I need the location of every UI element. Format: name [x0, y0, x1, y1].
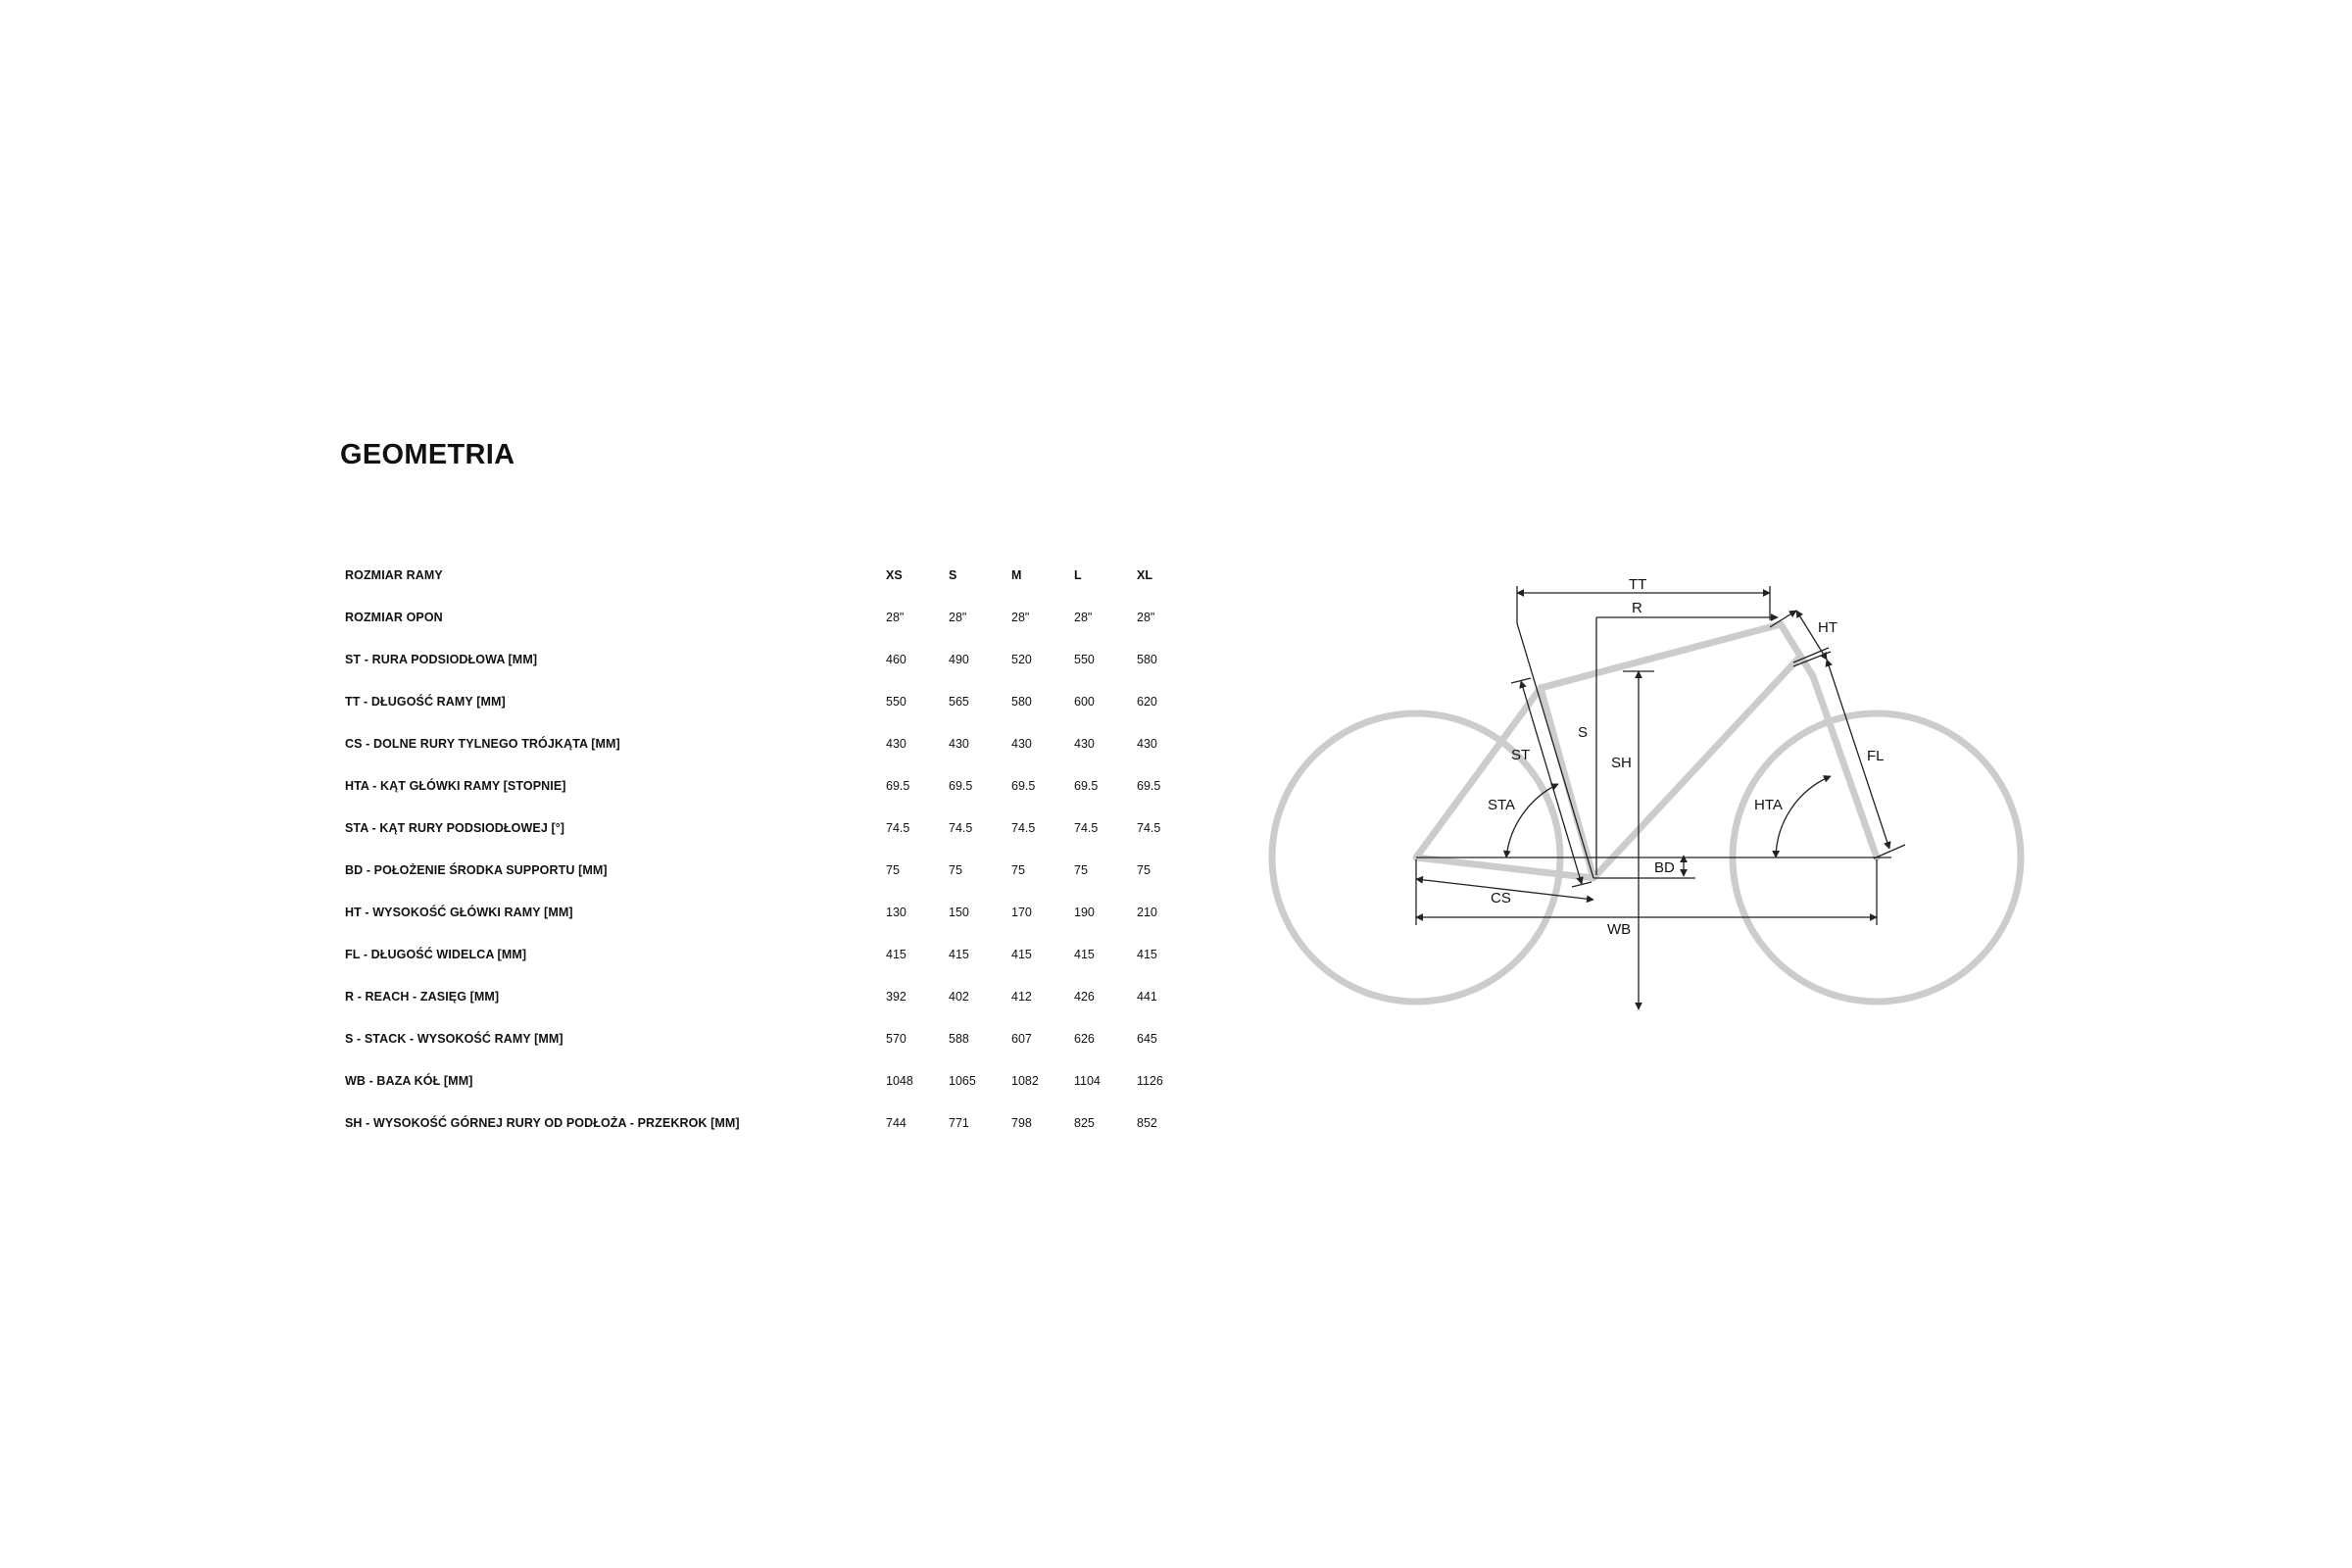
row-label-cell: HTA - KĄT GŁÓWKI RAMY [STOPNIE]	[345, 778, 566, 793]
table-row	[345, 638, 1200, 680]
row-label-cell: ROZMIAR OPON	[345, 610, 443, 624]
wb-label: WB	[1607, 921, 1632, 938]
value-cell: 402	[949, 989, 969, 1004]
header-label-cell: ROZMIAR RAMY	[345, 567, 443, 582]
table-row	[345, 975, 1200, 1017]
st-label: ST	[1511, 747, 1531, 763]
bike-frame	[1416, 624, 1877, 878]
value-cell: 580	[1137, 652, 1157, 666]
value-cell: 28"	[1011, 610, 1030, 624]
table-row	[345, 722, 1200, 764]
value-cell: 412	[1011, 989, 1032, 1004]
row-label-cell: HT - WYSOKOŚĆ GŁÓWKI RAMY [MM]	[345, 905, 573, 919]
value-cell: 441	[1137, 989, 1157, 1004]
value-cell: 74.5	[1011, 820, 1036, 835]
value-cell: 170	[1011, 905, 1032, 919]
table-row	[345, 1017, 1200, 1059]
value-cell: 69.5	[1011, 778, 1036, 793]
value-cell: 430	[949, 736, 969, 751]
size-header-cell: L	[1074, 567, 1082, 582]
value-cell: 210	[1137, 905, 1157, 919]
value-cell: 744	[886, 1115, 906, 1130]
row-label-cell: TT - DŁUGOŚĆ RAMY [MM]	[345, 694, 506, 709]
geometry-table-body	[345, 554, 1200, 1144]
value-cell: 430	[886, 736, 906, 751]
row-label-cell: SH - WYSOKOŚĆ GÓRNEJ RURY OD PODŁOŻA - PRZEKROK [MM]	[345, 1115, 740, 1130]
cs-label: CS	[1491, 890, 1511, 906]
value-cell: 580	[1011, 694, 1032, 709]
ht-label: HT	[1818, 619, 1838, 636]
value-cell: 75	[1074, 862, 1088, 877]
r-label: R	[1632, 600, 1642, 616]
value-cell: 75	[1011, 862, 1025, 877]
bike-geometry-diagram	[1254, 559, 2038, 1029]
value-cell: 150	[949, 905, 969, 919]
table-row	[345, 1102, 1200, 1144]
value-cell: 430	[1011, 736, 1032, 751]
value-cell: 520	[1011, 652, 1032, 666]
value-cell: 415	[949, 947, 969, 961]
value-cell: 415	[1137, 947, 1157, 961]
value-cell: 430	[1074, 736, 1095, 751]
table-row	[345, 596, 1200, 638]
table-row	[345, 849, 1200, 891]
value-cell: 69.5	[886, 778, 910, 793]
value-cell: 798	[1011, 1115, 1032, 1130]
table-row	[345, 933, 1200, 975]
size-header-cell: S	[949, 567, 957, 582]
value-cell: 28"	[949, 610, 967, 624]
row-label-cell: STA - KĄT RURY PODSIODŁOWEJ [°]	[345, 820, 565, 835]
value-cell: 771	[949, 1115, 969, 1130]
table-row	[345, 764, 1200, 807]
size-header-cell: M	[1011, 567, 1022, 582]
table-row	[345, 807, 1200, 849]
value-cell: 426	[1074, 989, 1095, 1004]
s-label: S	[1578, 724, 1589, 741]
value-cell: 392	[886, 989, 906, 1004]
geometry-table	[345, 554, 1200, 1144]
value-cell: 1104	[1074, 1073, 1101, 1088]
value-cell: 28"	[1137, 610, 1155, 624]
fl-label: FL	[1867, 748, 1885, 764]
value-cell: 69.5	[1137, 778, 1161, 793]
bd-label: BD	[1654, 859, 1675, 876]
value-cell: 490	[949, 652, 969, 666]
value-cell: 600	[1074, 694, 1095, 709]
value-cell: 626	[1074, 1031, 1095, 1046]
value-cell: 570	[886, 1031, 906, 1046]
row-label-cell: ST - RURA PODSIODŁOWA [MM]	[345, 652, 538, 666]
value-cell: 825	[1074, 1115, 1095, 1130]
table-row	[345, 1059, 1200, 1102]
st-dimension	[1521, 681, 1582, 884]
value-cell: 74.5	[886, 820, 910, 835]
table-row	[345, 680, 1200, 722]
size-header-cell: XL	[1137, 567, 1152, 582]
page-title: GEOMETRIA	[340, 439, 515, 470]
value-cell: 74.5	[1137, 820, 1161, 835]
value-cell: 69.5	[1074, 778, 1099, 793]
value-cell: 460	[886, 652, 906, 666]
value-cell: 130	[886, 905, 906, 919]
value-cell: 69.5	[949, 778, 973, 793]
row-label-cell: WB - BAZA KÓŁ [MM]	[345, 1073, 473, 1088]
hta-arc	[1776, 776, 1831, 858]
sh-label: SH	[1611, 755, 1632, 771]
value-cell: 430	[1137, 736, 1157, 751]
row-label-cell: CS - DOLNE RURY TYLNEGO TRÓJKĄTA [MM]	[345, 736, 620, 751]
value-cell: 1082	[1011, 1073, 1039, 1088]
value-cell: 75	[886, 862, 900, 877]
value-cell: 74.5	[949, 820, 973, 835]
value-cell: 550	[886, 694, 906, 709]
tt-label: TT	[1629, 576, 1647, 593]
value-cell: 28"	[886, 610, 905, 624]
value-cell: 645	[1137, 1031, 1157, 1046]
value-cell: 588	[949, 1031, 969, 1046]
size-header-cell: XS	[886, 567, 903, 582]
value-cell: 1126	[1137, 1073, 1163, 1088]
value-cell: 74.5	[1074, 820, 1099, 835]
sta-arc	[1506, 784, 1558, 858]
row-label-cell: S - STACK - WYSOKOŚĆ RAMY [MM]	[345, 1031, 564, 1046]
value-cell: 607	[1011, 1031, 1032, 1046]
value-cell: 620	[1137, 694, 1157, 709]
sta-label: STA	[1488, 797, 1516, 813]
value-cell: 28"	[1074, 610, 1093, 624]
value-cell: 550	[1074, 652, 1095, 666]
value-cell: 415	[1011, 947, 1032, 961]
value-cell: 852	[1137, 1115, 1157, 1130]
table-header-row	[345, 554, 1200, 596]
value-cell: 565	[949, 694, 969, 709]
value-cell: 1048	[886, 1073, 913, 1088]
value-cell: 415	[1074, 947, 1095, 961]
row-label-cell: R - REACH - ZASIĘG [MM]	[345, 989, 500, 1004]
table-row	[345, 891, 1200, 933]
hta-label: HTA	[1754, 797, 1783, 813]
value-cell: 75	[949, 862, 962, 877]
row-label-cell: FL - DŁUGOŚĆ WIDELCA [MM]	[345, 947, 527, 961]
value-cell: 1065	[949, 1073, 976, 1088]
value-cell: 190	[1074, 905, 1095, 919]
value-cell: 75	[1137, 862, 1151, 877]
value-cell: 415	[886, 947, 906, 961]
row-label-cell: BD - POŁOŻENIE ŚRODKA SUPPORTU [MM]	[345, 862, 608, 877]
